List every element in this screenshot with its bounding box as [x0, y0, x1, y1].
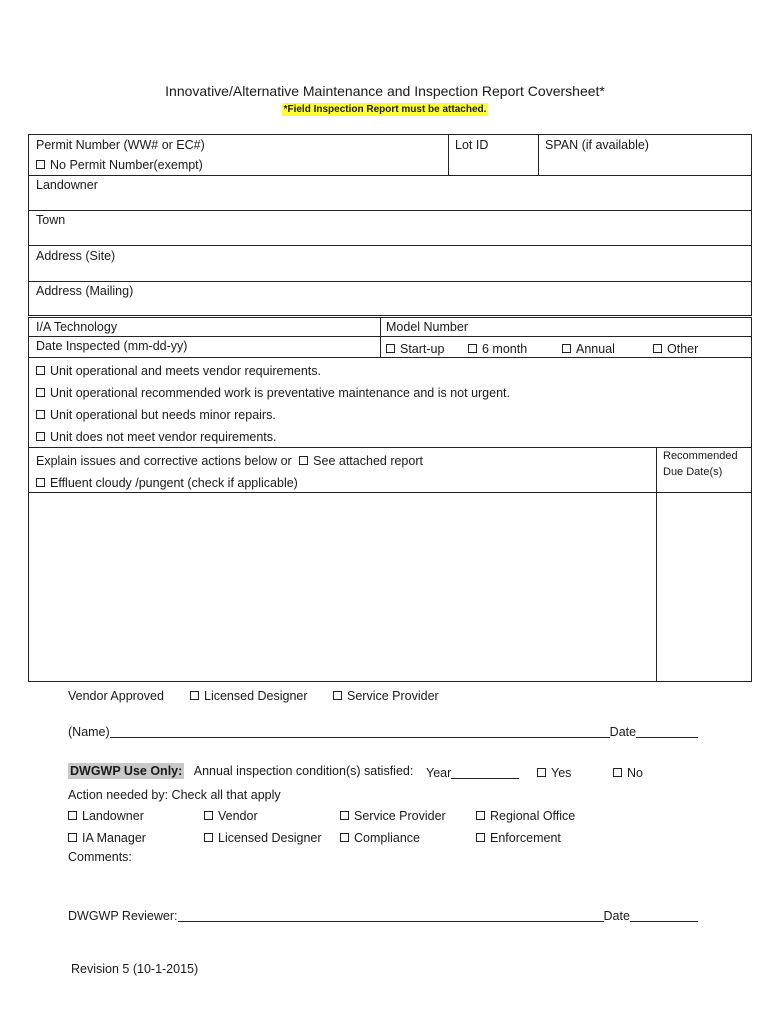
- checkbox-icon[interactable]: [36, 478, 45, 487]
- startup-checkbox[interactable]: [386, 342, 444, 356]
- action-compliance-checkbox[interactable]: [340, 831, 420, 845]
- divider: [656, 447, 657, 682]
- service-provider-label: Service Provider: [347, 689, 439, 703]
- action-label: Compliance: [354, 831, 421, 845]
- checkbox-icon[interactable]: [68, 811, 77, 820]
- reviewer-signature-row: [68, 909, 698, 923]
- dwgwp-annual-row: [68, 764, 413, 778]
- year-label: Year: [426, 766, 452, 780]
- checkbox-icon[interactable]: [537, 768, 546, 777]
- lot-id-field[interactable]: Lot ID: [455, 138, 489, 152]
- issues-textarea[interactable]: [30, 494, 654, 680]
- date-inspected-field[interactable]: Date Inspected (mm-dd-yy): [36, 339, 188, 353]
- status-option[interactable]: [36, 430, 277, 444]
- action-service-provider-checkbox[interactable]: [340, 809, 446, 823]
- checkbox-icon[interactable]: [340, 811, 349, 820]
- name-label: (Name): [68, 725, 110, 739]
- attachment-notice: *Field Inspection Report must be attached.: [283, 104, 487, 115]
- checkbox-icon[interactable]: [204, 811, 213, 820]
- checkbox-icon[interactable]: [653, 344, 662, 353]
- six-month-checkbox[interactable]: [468, 342, 527, 356]
- service-provider-checkbox[interactable]: [333, 689, 439, 703]
- action-enforcement-checkbox[interactable]: [476, 831, 561, 845]
- dwgwp-use-only-label: DWGWP Use Only:: [70, 764, 183, 778]
- address-site-field[interactable]: Address (Site): [36, 249, 116, 263]
- other-label: Other: [667, 342, 699, 356]
- action-label: Service Provider: [354, 809, 446, 823]
- licensed-designer-label: Licensed Designer: [204, 689, 308, 703]
- reviewer-date-line[interactable]: [630, 910, 698, 922]
- checkbox-icon[interactable]: [36, 410, 45, 419]
- name-line[interactable]: [110, 726, 610, 738]
- no-label: No: [627, 766, 643, 780]
- checkbox-icon[interactable]: [36, 366, 45, 375]
- checkbox-icon[interactable]: [36, 388, 45, 397]
- checkbox-icon[interactable]: [204, 833, 213, 842]
- checkbox-icon[interactable]: [36, 160, 45, 169]
- divider: [28, 210, 752, 211]
- checkbox-icon[interactable]: [476, 833, 485, 842]
- action-vendor-checkbox[interactable]: [204, 809, 258, 823]
- reviewer-line[interactable]: [178, 910, 604, 922]
- checkbox-icon[interactable]: [386, 344, 395, 353]
- ia-technology-field[interactable]: I/A Technology: [36, 320, 118, 334]
- checkbox-icon[interactable]: [562, 344, 571, 353]
- checkbox-icon[interactable]: [68, 833, 77, 842]
- yes-label: Yes: [551, 766, 572, 780]
- checkbox-icon[interactable]: [340, 833, 349, 842]
- divider: [28, 336, 752, 337]
- status-label: Unit operational and meets vendor requirements.: [50, 364, 321, 378]
- town-field[interactable]: Town: [36, 213, 66, 227]
- explain-label: Explain issues and corrective actions below or: [36, 454, 292, 468]
- subtitle-wrap: [0, 101, 770, 115]
- vendor-signature-row: [68, 725, 698, 739]
- checkbox-icon[interactable]: [36, 432, 45, 441]
- startup-label: Start-up: [400, 342, 445, 356]
- divider: [28, 245, 752, 246]
- year-line[interactable]: [451, 767, 519, 779]
- status-label: Unit operational but needs minor repairs.: [50, 408, 276, 422]
- action-label: Licensed Designer: [218, 831, 322, 845]
- checkbox-icon[interactable]: [613, 768, 622, 777]
- no-permit-checkbox[interactable]: [36, 158, 203, 172]
- explain-issues-row: [36, 454, 423, 468]
- annual-checkbox[interactable]: [562, 342, 615, 356]
- checkbox-icon[interactable]: [190, 691, 199, 700]
- span-field[interactable]: SPAN (if available): [545, 138, 649, 152]
- no-checkbox[interactable]: [613, 766, 643, 780]
- see-attached-label: See attached report: [313, 454, 423, 468]
- form-title: Innovative/Alternative Maintenance and Inspection Report Coversheet*: [165, 83, 605, 99]
- action-label: Landowner: [82, 809, 144, 823]
- model-number-field[interactable]: Model Number: [386, 320, 468, 334]
- yes-checkbox[interactable]: [537, 766, 571, 780]
- annual-condition-label: Annual inspection condition(s) satisfied:: [193, 764, 414, 778]
- action-needed-label: Action needed by: Check all that apply: [68, 788, 281, 802]
- effluent-checkbox[interactable]: [36, 476, 298, 490]
- checkbox-icon[interactable]: [468, 344, 477, 353]
- status-label: Unit operational recommended work is preventative maintenance and is not urgent.: [50, 386, 510, 400]
- checkbox-icon[interactable]: [333, 691, 342, 700]
- divider: [380, 317, 381, 357]
- divider: [28, 281, 752, 282]
- action-regional-office-checkbox[interactable]: [476, 809, 575, 823]
- other-checkbox[interactable]: [653, 342, 698, 356]
- action-label: Vendor: [218, 809, 258, 823]
- address-mailing-field[interactable]: Address (Mailing): [36, 284, 134, 298]
- action-label: Enforcement: [490, 831, 561, 845]
- recommended-due-label-2: Due Date(s): [663, 466, 723, 478]
- date-line[interactable]: [636, 726, 698, 738]
- checkbox-icon[interactable]: [299, 456, 308, 465]
- effluent-label: Effluent cloudy /pungent (check if applicable): [50, 476, 298, 490]
- recommended-due-label-1: Recommended: [663, 450, 738, 462]
- status-option[interactable]: [36, 408, 276, 422]
- six-month-label: 6 month: [482, 342, 528, 356]
- date-label: Date: [609, 725, 637, 739]
- divider: [28, 175, 752, 176]
- action-label: Regional Office: [490, 809, 576, 823]
- action-ia-manager-checkbox[interactable]: [68, 831, 146, 845]
- status-option[interactable]: [36, 386, 510, 400]
- year-field: [426, 766, 519, 780]
- revision-label: Revision 5 (10-1-2015): [71, 962, 199, 976]
- action-label: IA Manager: [82, 831, 146, 845]
- status-option[interactable]: [36, 364, 321, 378]
- status-label: Unit does not meet vendor requirements.: [50, 430, 277, 444]
- reviewer-label: DWGWP Reviewer:: [68, 909, 178, 923]
- reviewer-date-label: Date: [603, 909, 630, 923]
- annual-label: Annual: [576, 342, 615, 356]
- checkbox-icon[interactable]: [476, 811, 485, 820]
- action-licensed-designer-checkbox[interactable]: [204, 831, 322, 845]
- no-permit-label: No Permit Number(exempt): [50, 158, 203, 172]
- action-landowner-checkbox[interactable]: [68, 809, 144, 823]
- comments-label: Comments:: [68, 850, 132, 864]
- due-dates-textarea[interactable]: [658, 494, 750, 680]
- permit-number-field[interactable]: Permit Number (WW# or EC#): [36, 138, 205, 152]
- divider: [538, 134, 539, 175]
- licensed-designer-checkbox[interactable]: [190, 689, 308, 703]
- landowner-field[interactable]: Landowner: [36, 178, 98, 192]
- divider: [28, 357, 752, 358]
- vendor-approved-label: Vendor Approved: [68, 689, 164, 703]
- divider: [448, 134, 449, 175]
- divider: [28, 492, 752, 493]
